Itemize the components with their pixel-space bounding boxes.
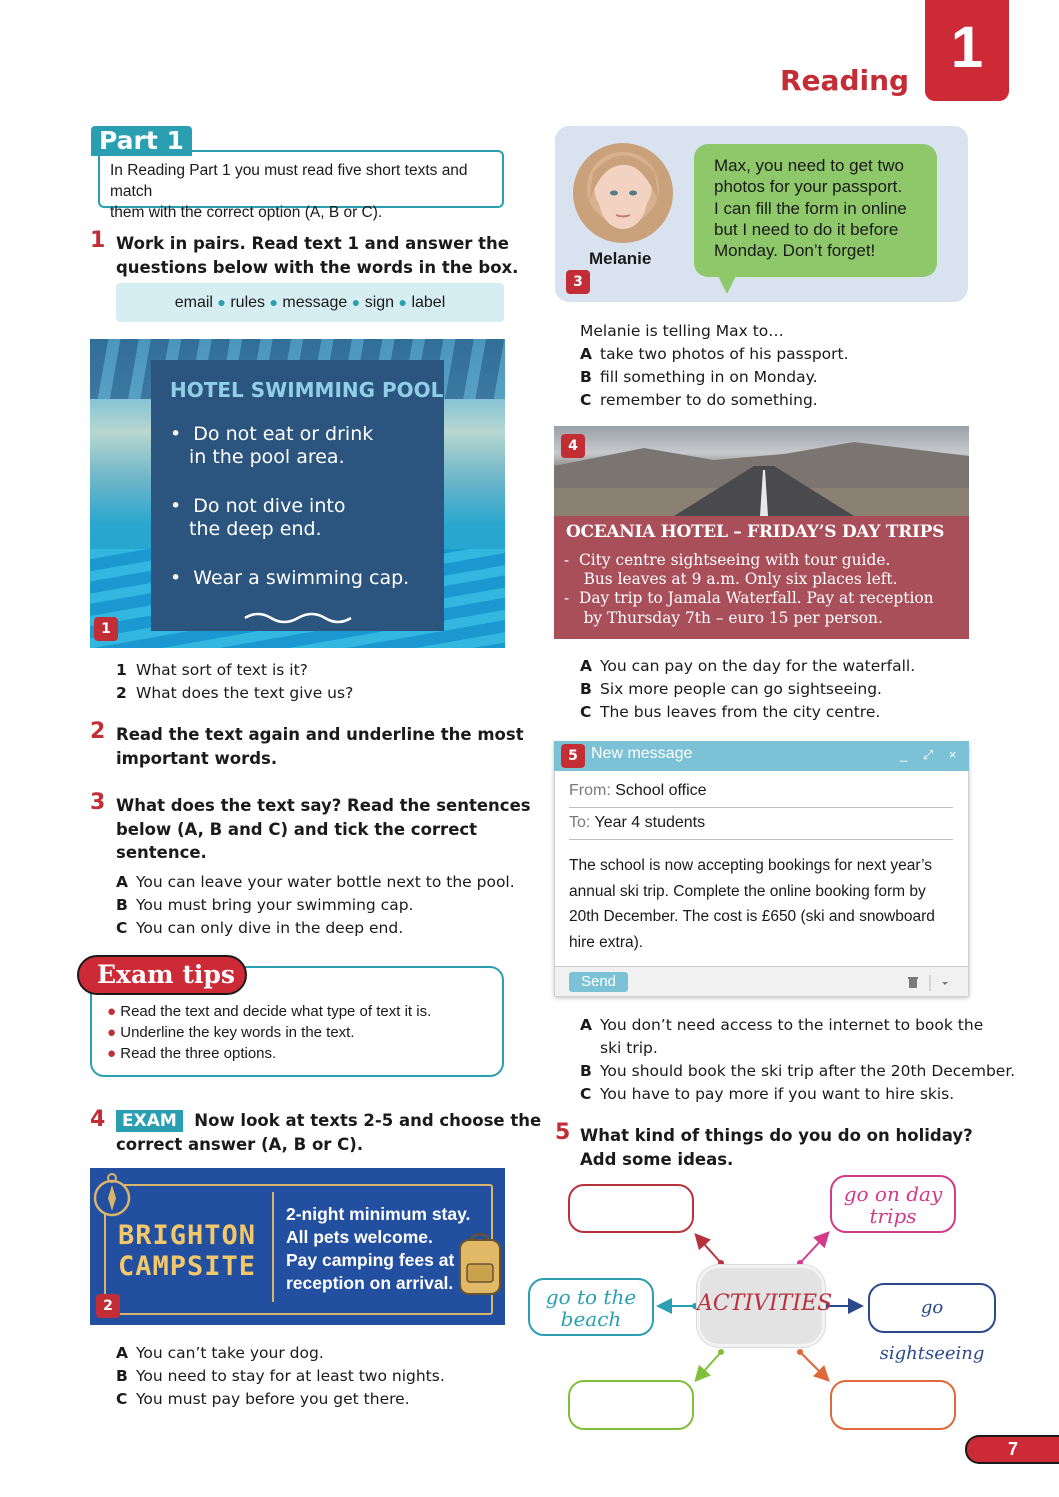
- word-box: [116, 283, 504, 322]
- question-3-text: What does the text say? Read the sentences below (A, B and C) and tick the correct sentence.: [116, 796, 531, 862]
- question-number: 3: [90, 790, 106, 815]
- answer-option[interactable]: C You must pay before you get there.: [116, 1390, 410, 1408]
- bullet-icon: ●: [107, 1024, 117, 1041]
- part-intro-line: In Reading Part 1 you must read five short texts and match: [110, 162, 468, 200]
- question-4-text: EXAM Now look at texts 2-5 and choose the correct answer (A, B or C).: [116, 1111, 542, 1154]
- mind-map-empty-box[interactable]: [830, 1380, 956, 1430]
- mind-map-center-label: ACTIVITIES: [697, 1291, 833, 1316]
- mind-map-empty-box[interactable]: [568, 1184, 694, 1233]
- mind-map-sightseeing: go sightseeing: [868, 1283, 996, 1333]
- answer-option[interactable]: A You can pay on the day for the waterfall.: [580, 657, 916, 675]
- question-5-text: What kind of things do you do on holiday? Add some ideas.: [580, 1126, 973, 1169]
- campsite-text: 2-night minimum stay. All pets welcome. Pay camping fees at reception on arrival.: [286, 1204, 471, 1293]
- mind-map-empty-box[interactable]: [568, 1380, 694, 1430]
- bullet-dot-icon: ●: [351, 294, 361, 310]
- question-number: 5: [555, 1120, 571, 1145]
- day-trips-title: OCEANIA HOTEL – FRIDAY’S DAY TRIPS: [566, 522, 945, 542]
- chat-bubble: Max, you need to get two photos for your passport. I can fill the form in online but I need to do it before Monday. Don’t forget!: [694, 144, 937, 277]
- word: rules: [230, 294, 266, 311]
- question-number: 1: [90, 228, 106, 253]
- backpack-icon: [452, 1228, 506, 1298]
- mind-map-beach: go to the beach: [528, 1278, 654, 1336]
- answer-option[interactable]: A You can leave your water bottle next to the pool.: [116, 873, 515, 891]
- stem-text: Melanie is telling Max to…: [580, 322, 784, 340]
- list-item: ● Read the text and decide what type of text it is.: [107, 1003, 432, 1020]
- send-button[interactable]: Send: [569, 972, 628, 992]
- campsite-title: BRIGHTON CAMPSITE: [118, 1220, 257, 1282]
- window-controls-icon[interactable]: _ ⤢ ×: [900, 747, 963, 762]
- wave-divider-icon: [243, 610, 353, 626]
- bullet-icon: •: [170, 495, 194, 517]
- answer-options: [580, 1014, 1015, 1106]
- bullet-dot-icon: ●: [398, 294, 407, 310]
- email-body: The school is now accepting bookings for next year’s annual ski trip. Complete the online booking form by 20th December. The cost is £650 (ski and snowboard hire extra).: [569, 857, 935, 951]
- answer-options: [116, 871, 515, 940]
- bullet-dot-icon: ●: [217, 294, 226, 310]
- part-intro-box: [98, 150, 504, 221]
- answer-option: ski trip.: [600, 1039, 658, 1057]
- answer-option[interactable]: B You should book the ski trip after the 20th December.: [580, 1062, 1016, 1080]
- question-number: 2: [90, 719, 106, 744]
- exam-tips-label: Exam tips: [77, 955, 247, 995]
- text-number-badge: 5: [561, 744, 585, 768]
- bullet-icon: •: [170, 423, 194, 445]
- road-photo: [554, 426, 969, 516]
- email-to-field: To: Year 4 students: [569, 814, 706, 831]
- face-icon: [573, 143, 673, 243]
- text-number-badge: 3: [566, 270, 590, 294]
- word: sign: [364, 294, 395, 311]
- trash-icon[interactable]: [906, 975, 956, 991]
- email-window-title: New message: [591, 745, 693, 762]
- answer-option[interactable]: B Six more people can go sightseeing.: [580, 680, 882, 698]
- day-trips-text: - City centre sightseeing with tour guide. Bus leaves at 9 a.m. Only six places left. - Day trip to Jamala Waterfall. Pay at reception by Thursday 7th – euro 15 per person.: [564, 551, 934, 627]
- pool-rule: • Wear a swimming cap.: [170, 567, 410, 589]
- exam-chip: EXAM: [116, 1110, 183, 1132]
- answer-option[interactable]: C remember to do something.: [580, 391, 818, 409]
- answer-option[interactable]: C You have to pay more if you want to hire skis.: [580, 1085, 955, 1103]
- text-number-badge: 2: [96, 1294, 120, 1318]
- answer-option[interactable]: A You can’t take your dog.: [116, 1344, 324, 1362]
- divider: [569, 807, 953, 808]
- answer-options: [116, 1342, 445, 1411]
- list-item: 2 What does the text give us?: [116, 684, 354, 702]
- question-line: questions below with the words in the box.: [116, 257, 519, 277]
- list-item: ● Read the three options.: [107, 1045, 277, 1062]
- question-2-text: Read the text again and underline the most important words.: [116, 725, 524, 768]
- answer-options: [580, 655, 915, 724]
- campsite-divider: [272, 1192, 274, 1302]
- part-label: Part 1: [91, 126, 192, 156]
- bullet-dot-icon: ●: [269, 294, 278, 310]
- list-item: 1 What sort of text is it?: [116, 661, 308, 679]
- pool-rule: • Do not eat or drink in the pool area.: [170, 423, 374, 468]
- question-list: [116, 659, 353, 705]
- bullet-icon: ●: [107, 1045, 117, 1062]
- word: message: [282, 294, 348, 311]
- bullet-icon: •: [170, 567, 194, 589]
- pool-rule: • Do not dive into the deep end.: [170, 495, 346, 540]
- list-item: ● Underline the key words in the text.: [107, 1024, 355, 1041]
- compass-icon: [92, 1172, 136, 1222]
- tips-list: [107, 1001, 431, 1064]
- word: email: [174, 294, 213, 311]
- question-line: Work in pairs. Read text 1 and answer the: [116, 234, 509, 253]
- answer-options: [580, 343, 849, 412]
- question-number: 4: [90, 1107, 106, 1132]
- divider: [569, 839, 953, 840]
- email-from-field: From: School office: [569, 782, 707, 799]
- answer-option[interactable]: A You don’t need access to the internet to book the: [580, 1016, 984, 1034]
- mind-map-day-trips: go on day trips: [830, 1175, 956, 1233]
- unit-number-tab: 1: [925, 0, 1009, 101]
- answer-option[interactable]: C You can only dive in the deep end.: [116, 919, 404, 937]
- page-number: 7: [965, 1435, 1059, 1464]
- answer-option[interactable]: C The bus leaves from the city centre.: [580, 703, 881, 721]
- answer-option[interactable]: B fill something in on Monday.: [580, 368, 818, 386]
- avatar: [573, 143, 673, 243]
- bubble-tail: [718, 276, 736, 294]
- part-intro-line: them with the correct option (A, B or C).: [110, 204, 383, 221]
- bullet-icon: ●: [107, 1003, 117, 1020]
- road-image: [554, 426, 969, 516]
- question-1-text: [116, 232, 518, 279]
- answer-option[interactable]: B You must bring your swimming cap.: [116, 896, 414, 914]
- pool-sign-title: HOTEL SWIMMING POOL: [170, 378, 444, 402]
- answer-option[interactable]: B You need to stay for at least two nights.: [116, 1367, 445, 1385]
- text-number-badge: 1: [94, 617, 118, 641]
- word: label: [411, 294, 446, 311]
- sender-name: Melanie: [589, 249, 652, 268]
- section-title: Reading: [780, 64, 910, 97]
- text-number-badge: 4: [561, 434, 585, 458]
- answer-option[interactable]: A take two photos of his passport.: [580, 345, 849, 363]
